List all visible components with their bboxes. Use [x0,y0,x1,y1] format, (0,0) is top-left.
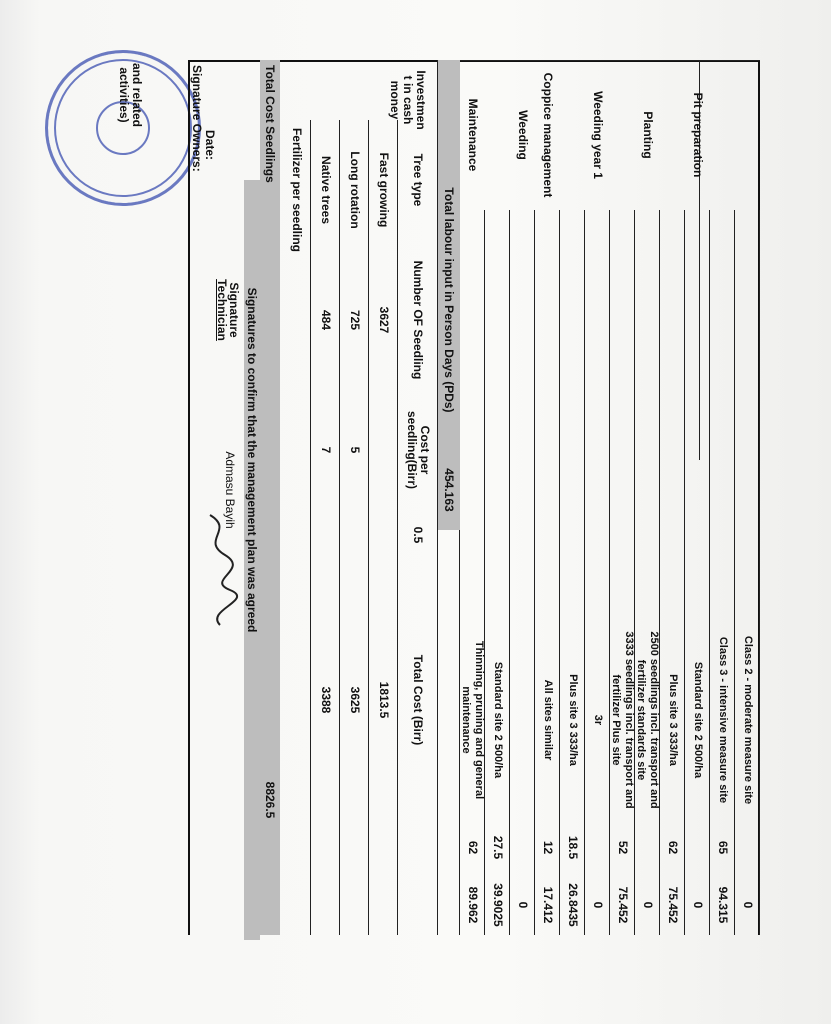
row-pd [585,820,610,875]
cost-per-header: Cost per seedling(Birr) [405,410,432,489]
row-spec: Plus site 3 333/ha [667,674,679,766]
row-spec: Class 3 - intensive measure site [717,636,729,804]
item-total: 1813.5 [377,681,391,719]
cost-table [117,60,760,935]
row-spec: Standard site 2 500/ha [492,661,504,779]
row-spec: 3r [592,714,604,726]
row-activity: Planting [641,111,655,159]
row-cost: 26.8435 [566,883,580,927]
number-header: Number OF Seedling [411,260,426,380]
item-total: 3388 [319,686,333,714]
signature-owners-label: Signature Owners: [190,65,205,172]
labour-total-label: Total labour input in Person Days (PDs) [442,187,457,413]
signatures-confirm: Signatures to confirm that the management plan was agreed [245,287,260,633]
item-number: 3627 [377,306,391,334]
row-cost: 39.9025 [491,883,505,927]
item-type: Native trees [319,155,333,225]
signature-label: Signature [227,282,242,338]
total-cost-header: Total Cost (Birr) [411,654,426,746]
item-number: 484 [319,309,333,331]
row-spec: Standard site 2 500/ha [692,661,704,779]
row-pd [685,820,710,875]
row-pd: 12 [541,840,555,855]
total-cost-seedlings-value: 8826.5 [263,781,278,819]
item-number [282,260,311,380]
row-activity [710,60,735,210]
item-total: 3625 [348,686,362,714]
row-activity: Weeding year 1 [591,91,605,179]
item-number: 725 [348,309,362,331]
item-type: Fast growing [377,152,391,228]
row-activity: Coppice management [541,72,555,198]
row-pd: 18.5 [566,835,580,860]
row-pd: 52 [616,840,630,855]
technician-signature [195,510,240,630]
row-pd: 27.5 [491,835,505,860]
item-cost: 7 [319,446,333,454]
investment-section-label: Investmen t in cash money [388,70,429,130]
left-col-label: and related activities) [117,62,144,128]
row-cost: 89.962 [466,886,480,924]
item-type: Long rotation [348,151,362,229]
row-cost: 0 [641,901,655,909]
row-cost: 75.452 [616,886,630,924]
row-activity [735,60,760,210]
row-pd: 65 [716,840,730,855]
row-cost: 0 [691,901,705,909]
row-cost: 0 [741,901,755,909]
row-pd [735,820,760,875]
item-total [282,640,311,760]
row-activity [560,60,585,210]
item-cost [282,405,311,495]
row-activity: Pit preparation [691,92,705,178]
item-cost: 5 [348,446,362,454]
row-activity: Maintenance [466,98,480,172]
row-cost: 94.315 [716,886,730,924]
row-pd [510,820,535,875]
row-pd: 62 [666,840,680,855]
row-spec: 3333 seedlings incl. transport and fertilizer Plus site [610,631,636,809]
row-spec: Thinning, pruning and general maintenance [460,640,486,800]
rotated-document [117,60,760,935]
row-spec: 2500 seedlings incl. transport and fertilizer standards site [635,631,661,809]
row-pd [635,820,660,875]
row-activity [610,60,635,210]
row-activity [485,60,510,210]
row-spec: All sites similar [542,679,554,761]
row-activity [660,60,685,210]
technician-name: Admasu Bayih [223,451,238,529]
row-cost: 0 [591,901,605,909]
row-spec [510,620,535,820]
item-cost [369,405,398,495]
row-spec: Plus site 3 333/ha [567,674,579,766]
cost-per-first: 0.5 [411,526,426,544]
row-cost: 17.412 [541,886,555,924]
row-cost: 0 [516,901,530,909]
technician-label: Technician [215,279,230,341]
tree-type-header: Tree type [411,153,426,207]
row-cost: 75.452 [666,886,680,924]
date-label: Date: [203,130,218,161]
item-type: Fertilizer per seedling [290,127,304,253]
row-pd: 62 [466,840,480,855]
row-spec: Class 2 - moderate measure site [742,635,754,805]
labour-total-value: 454.163 [442,468,457,512]
row-activity: Weeding [516,110,530,160]
total-cost-seedlings-label: Total Cost Seedlings [263,65,278,183]
